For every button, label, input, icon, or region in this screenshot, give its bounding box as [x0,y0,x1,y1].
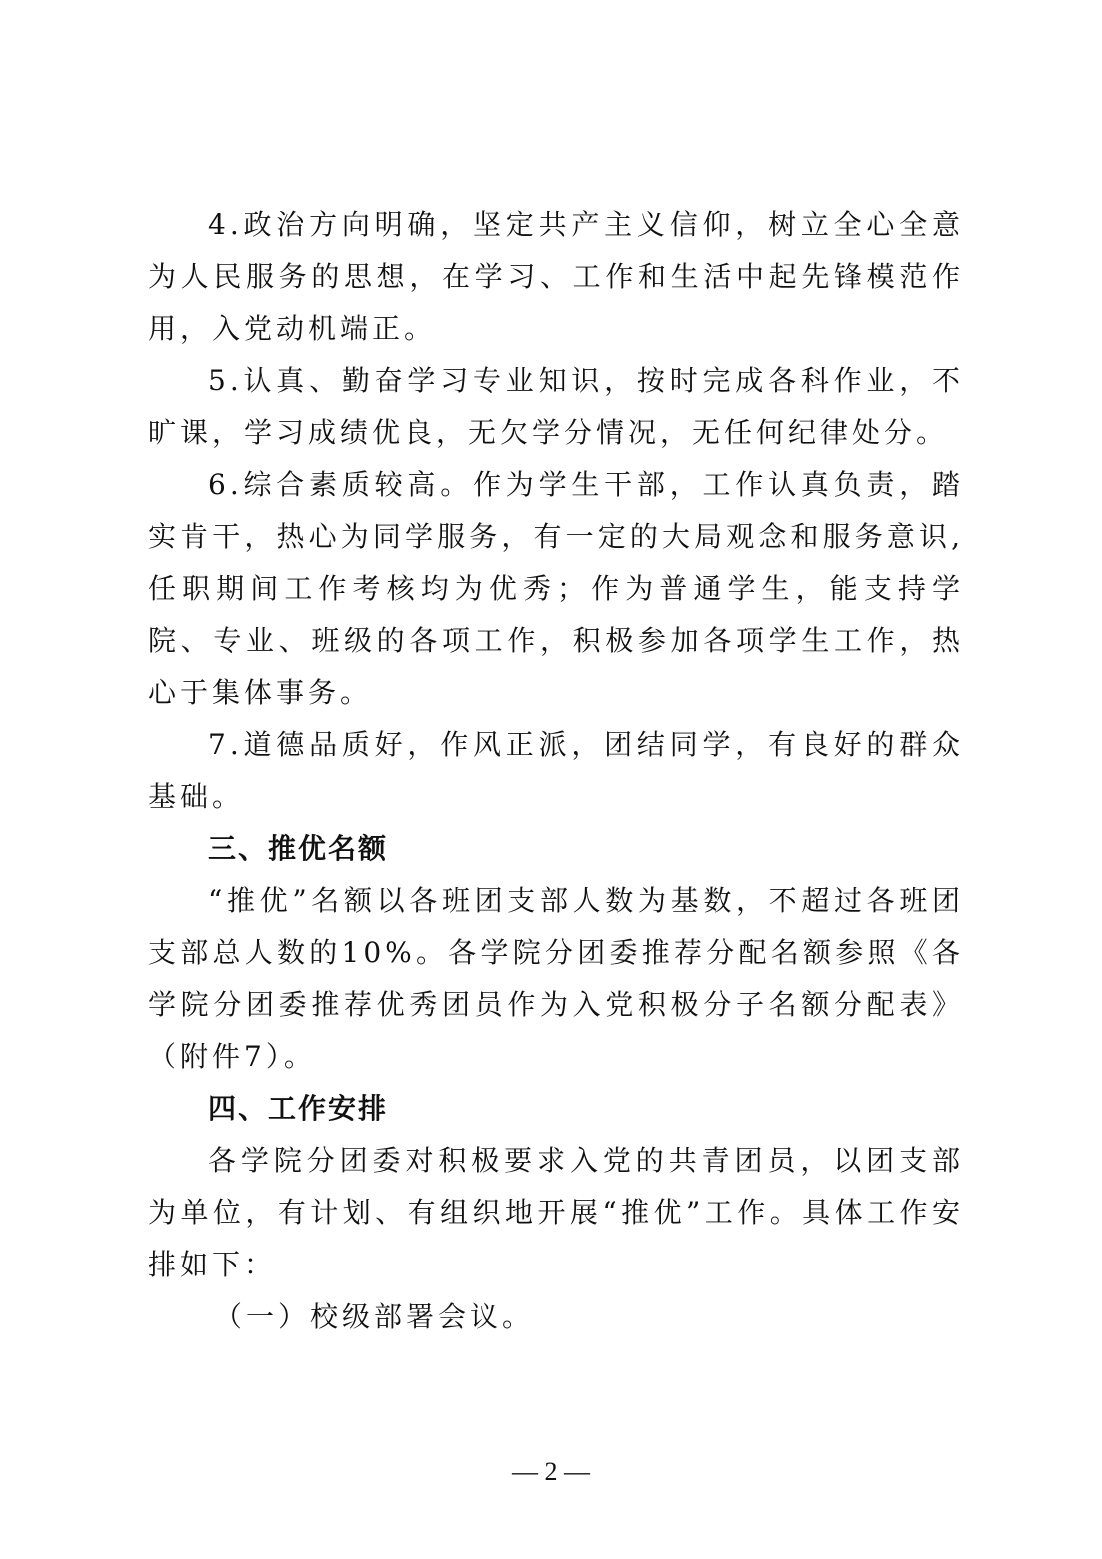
document-body [148,199,964,1343]
page-number: — 2 — [512,1457,590,1486]
section-3-heading: 三、推优名额 [208,832,389,865]
requirement-paragraph-7: 7.道德品质好，作风正派，团结同学，有良好的群众基础。 [148,728,964,813]
section-4-subheading: （一）校级部署会议。 [214,1300,535,1333]
requirement-paragraph-4: 4.政治方向明确，坚定共产主义信仰，树立全心全意为人民服务的思想，在学习、工作和生活中起先锋模范作用，入党动机端正。 [148,208,964,345]
section-3-body: “推优”名额以各班团支部人数为基数，不超过各班团支部总人数的10%。各学院分团委推荐分配名额参照《各学院分团委推荐优秀团员作为入党积极分子名额分配表》（附件7）。 [148,884,964,1073]
section-4-heading: 四、工作安排 [208,1092,389,1125]
section-4-body: 各学院分团委对积极要求入党的共青团员，以团支部为单位，有计划、有组织地开展“推优”工作。具体工作安排如下： [148,1144,964,1281]
requirement-paragraph-5: 5.认真、勤奋学习专业知识，按时完成各科作业，不旷课，学习成绩优良，无欠学分情况，无任何纪律处分。 [148,364,964,449]
requirement-paragraph-6: 6.综合素质较高。作为学生干部，工作认真负责，踏实肯干，热心为同学服务，有一定的大局观念和服务意识,任职期间工作考核均为优秀；作为普通学生，能支持学院、专业、班级的各项工作，积极参加各项学生工作，热心于集体事务。 [148,468,964,709]
